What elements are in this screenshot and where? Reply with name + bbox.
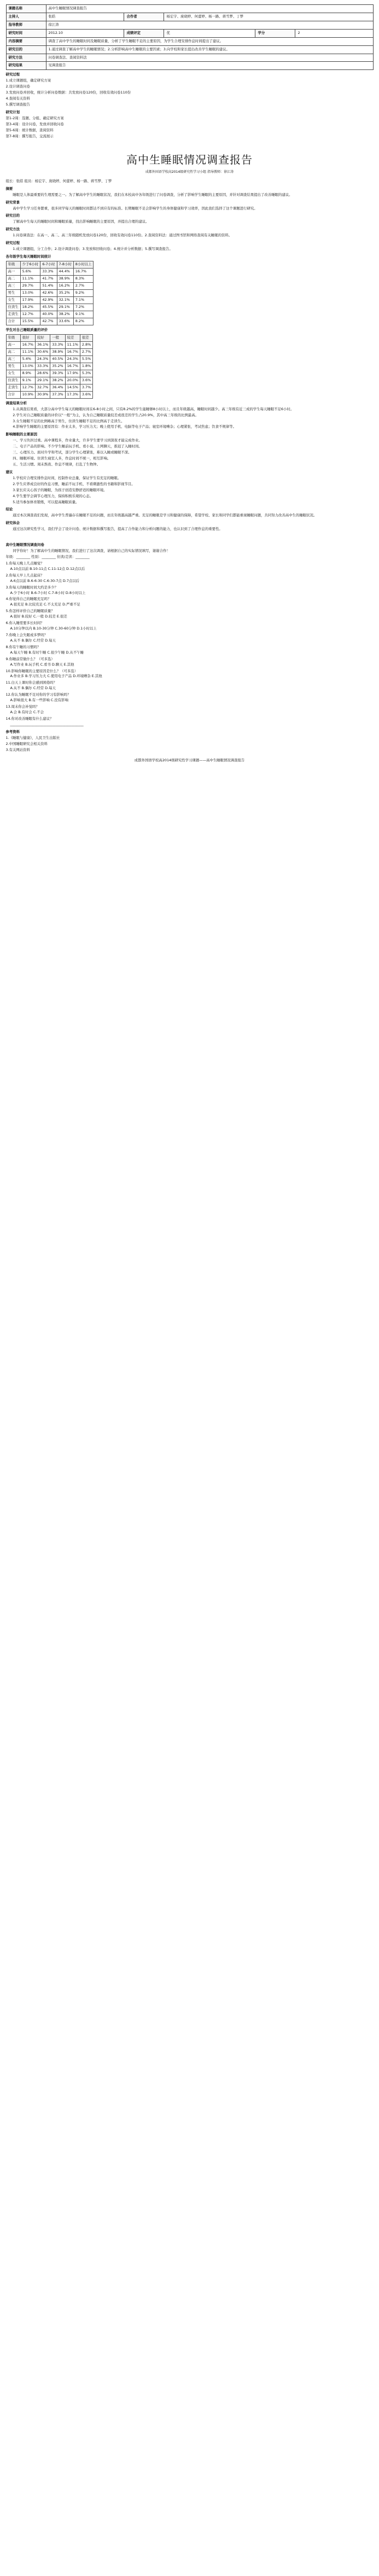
table-cell: 32.1% [57,296,73,304]
table-cell: 16.7% [73,268,94,275]
table-cell: 高一 [6,341,20,348]
table-cell: 35.2% [57,289,73,296]
form-value: 2 [295,29,373,37]
table-cell: 28.6% [35,370,50,377]
table-cell: 36.4% [50,384,65,391]
table-cell: 51.4% [40,282,57,289]
form-value: 优 [164,29,255,37]
form-row [6,21,373,29]
form-label: 学分 [255,29,295,37]
sleep-quality-table [6,334,94,399]
table-cell: 44.4% [57,268,73,275]
table-cell: 40.0% [40,311,57,318]
list-item: 2.设计调查问卷 [5,84,30,89]
table-cell: 5.4% [20,355,35,363]
form-value: 2012.10 [46,29,124,37]
table-cell: 45.5% [40,304,57,311]
section-heading: 参考资料 [5,729,20,734]
table-cell: 15.5% [20,318,40,325]
analysis-paragraph: 1.从调查结果看，大部分高中学生每天的睡眠时间在6-8小时之间，只有8.2%的学生能睡够8小时以上，而且年级越高，睡眠时间越少。高三年级有近三成的学生每天睡眠不足6小时。 [13,406,294,411]
column-header: 6-7小时 [40,261,57,268]
table-row [6,318,94,325]
question-list [6,561,374,727]
table-cell: 42.6% [40,289,57,296]
table-cell: 16.7% [65,348,80,355]
table-cell: 36.1% [35,341,50,348]
section-heading: 研究目的 [5,213,20,218]
column-header: 一般 [50,334,65,341]
form-row [6,29,373,37]
table-cell: 29.7% [20,282,40,289]
page-footer: 成都外国语学校高2014级研究性学习课题——高中生睡眠情况调查报告 [134,758,245,763]
section-heading: 调查结果分析 [5,400,27,405]
question-options: A.10分钟以内 B.10-30分钟 C.30-60分钟 D.1小时以上 [10,626,97,631]
table-cell: 42.9% [40,296,57,304]
list-item: 5.撰写调查报告 [5,102,30,107]
table-cell: 16.7% [20,341,35,348]
list-item: 第5-6周：统计数据，查阅资料 [5,127,54,132]
table-cell: 12.7% [20,311,40,318]
table-cell: 8.9% [20,370,35,377]
table-cell: 13.0% [20,289,40,296]
questionnaire-title: 高中生睡眠情况调查问卷 [5,543,44,547]
table-cell: 41.7% [40,275,57,282]
table-cell: 33.3% [50,341,65,348]
question: 11.白天上课时你会感到困倦吗？ [5,680,57,685]
analysis-paragraph: 3.女生睡眠不足的比例略高于男生，住读生睡眠不足的比例高于走读生。 [13,418,125,423]
suggestion-item: 3.家长应关心孩子的睡眠，为孩子创造安静舒适的睡眠环境。 [13,487,107,492]
report-title: 高中生睡眠情况调查报告 [126,153,253,166]
table-cell: 17.9% [20,296,40,304]
table-caption: 各年级学生每天睡眠时间统计 [5,254,51,259]
table-cell: 13.0% [20,363,35,370]
table-cell: 女生 [6,370,20,377]
table-cell: 合计 [6,391,20,398]
question: 3.你每天的睡眠时间大约是多少？ [5,585,59,590]
reason-item: 四、睡眠环境。住读生寝室人多，作息时间不统一，相互影响。 [13,456,111,461]
table-row [6,355,93,363]
form-row [6,45,373,54]
question: 7.你晚上会失眠或多梦吗？ [5,632,48,637]
table-row [6,275,94,282]
form-row [6,13,373,21]
table-cell: 40.5% [50,355,65,363]
table-cell: 32.7% [35,384,50,391]
reason-item: 五、生活习惯。周末熬夜、作息不规律，打乱了生物钟。 [13,462,101,467]
table-row [6,304,94,311]
table-cell: 高三 [6,282,20,289]
table-cell: 9.1% [20,377,35,384]
table-cell: 20.0% [65,377,80,384]
section-text: 了解高中生每天的睡眠时间和睡眠质量，找出影响睡眠的主要原因，并提出合理的建议。 [13,219,149,224]
table-cell: 7.1% [73,296,94,304]
column-header: 年级 [6,261,20,268]
table-cell: 11.1% [20,275,40,282]
table-row [6,341,93,348]
column-header: 7-8小时 [57,261,73,268]
table-cell: 2.7% [73,282,94,289]
section-text: 1.问卷调查法：在高一、高二、高三年级随机发放问卷120份，回收有效问卷110份。2.查阅资料法：通过图书馆和网络查阅有关睡眠的资料。 [13,233,232,238]
table-row [6,384,93,391]
table-cell: 33.3% [35,363,50,370]
section-text: 高中学生学习任务繁重，很多同学每天的睡眠时间都达不到应有的标准。长期睡眠不足会影响学生的身体健康和学习效率，因此我们选择了这个课题进行研究。 [13,206,258,211]
column-header: 很差 [80,334,92,341]
table-row [6,391,93,398]
question-options: A.6点以前 B.6-6:30 C.6:30-7点 D.7点以后 [10,578,80,583]
table-cell: 30.9% [35,391,50,398]
question-options: A.每天午睡 B.有时午睡 C.很少午睡 D.从不午睡 [10,650,84,655]
column-header: 较差 [65,334,80,341]
table-cell: 2.7% [80,348,92,355]
form-label: 研究方法 [6,54,46,62]
list-item: 第3-4周：设计问卷，发放并回收问卷 [5,121,64,126]
question: 4.你觉得自己的睡眠充足吗？ [5,597,51,602]
questionnaire-basic-info: 年级：________ 性别：________ 住读/走读：________ [5,555,90,559]
form-value: 调查了高中学生的睡眠时间及睡眠质量，分析了学生睡眠不足的主要原因，为学生合理安排作息时间提出了建议。 [46,37,373,45]
list-item: 3.发放问卷并回收，统计分析问卷数据：共发放问卷120份，回收有效问卷110份 [5,90,131,95]
page [6,0,374,769]
section-text: 1.成立课题组，分工合作；2.设计调查问卷；3.发放和回收问卷；4.统计并分析数据；5.撰写调查报告。 [13,247,173,252]
question: 12.你认为睡眠不足对你的学习有影响吗？ [5,692,71,697]
table-row [6,282,94,289]
question-options: A.从不 B.偶尔 C.经常 D.每天 [10,686,56,691]
column-header: 年级 [6,334,20,341]
table-cell: 7.2% [73,304,94,311]
table-cell: 5.5% [80,355,92,363]
analysis-paragraph: 2.学生对自己睡眠质量的评价以“一般”为主，认为自己睡眠质量较差或很差的学生占20.9%，其中高三年级的比例最高。 [13,412,199,417]
section-heading: 研究体会 [5,521,20,526]
table-cell: 3.6% [80,391,92,398]
questionnaire-intro: 同学你好！为了解高中生的睡眠情况，我们进行了这次调查，请根据自己的实际情况填写，谢谢合作！ [13,549,170,553]
table-row [6,363,93,370]
table-row [6,370,93,377]
section-heading: 影响睡眠的主要原因 [5,432,38,437]
table-cell: 16.2% [57,282,73,289]
table-cell: 10.9% [20,391,35,398]
section-heading: 研究背景 [5,200,20,205]
section-heading: 研究方法 [5,227,20,232]
table-cell: 住读生 [6,377,20,384]
question: 9.你睡前常做什么？（可多选） [5,656,55,661]
table-cell: 8.2% [73,318,94,325]
table-cell: 高二 [6,348,20,355]
reason-item: 一、学习负担过重。高中课程多，作业量大，许多学生要学习到深夜才能完成作业。 [13,438,142,443]
question: 10.影响你睡眠的主要原因是什么？（可多选） [5,668,78,673]
form-value: 见调查报告 [46,62,373,70]
table-cell: 8.3% [73,275,94,282]
table-cell: 38.9% [57,275,73,282]
form-label: 研究结果 [6,62,46,70]
question-options: A.写作业 B.玩手机 C.看书 D.聊天 E.其他 [10,662,74,667]
table-cell: 高一 [6,268,20,275]
list-item: 第1-2周：选题、分组、确定研究方案 [5,115,64,120]
table-cell: 12.7% [20,384,35,391]
abstract-text: 睡眠是人体最重要的生理需要之一。为了解高中学生的睡眠状况，我们在本校高中各年级进行了问卷调查，分析了影响学生睡眠的主要原因，并针对调查结果提出了改善睡眠的建议。 [13,192,293,197]
form-value: 问卷调查法、查阅资料法 [46,54,373,62]
question: 14.你对改善睡眠有什么建议？ [5,716,54,721]
table-cell: 17.9% [65,370,80,377]
table-cell: 住读生 [6,304,20,311]
form-value: 高中生睡眠情况调查报告 [46,5,373,13]
table-cell: 14.5% [65,384,80,391]
list-item: 第7-8周：撰写报告，交流展示 [5,133,54,138]
form-value: 杨宏宇、庞晓婷、何蕾婷、杨一路、蒋雪梦、丁梦 [164,13,373,21]
question: 2.你每天早上几点起床？ [5,573,44,578]
table-cell: 5.3% [80,370,92,377]
reason-item: 三、心理压力。面对升学和考试，部分学生心理紧张，难以入睡或睡眠不深。 [13,450,132,455]
question-options: A.很好 B.较好 C.一般 D.较差 E.很差 [10,614,67,619]
project-form-table [6,4,374,70]
conclusion-text: 通过本次调查我们发现，高中学生普遍存在睡眠不足的问题，而且年级越高越严重。充足的睡眠是学习和健康的保障，希望学校、家长和同学们都能重视睡眠问题，共同努力改善高中生的睡眠状况。 [13,513,317,518]
form-label: 内容摘要 [6,37,46,45]
table-cell: 走读生 [6,384,20,391]
suggestion-item: 1.学校应合理安排作息时间，控制作业总量，保证学生有充足的睡眠。 [13,475,121,480]
form-value: 1.通过调查了解高中学生的睡眠情况；2.分析影响高中生睡眠的主要因素；3.向学校和家长提出改善学生睡眠的建议。 [46,45,373,54]
form-value: 徐江涛 [46,21,373,29]
reference-item: 3.有关网站资料 [5,747,30,752]
table-cell: 11.1% [65,341,80,348]
table-cell: 42.7% [40,318,57,325]
section-heading: 研究过程 [5,72,20,77]
column-header: 少于6小时 [20,261,40,268]
form-label: 课题名称 [6,5,46,13]
form-row [6,62,373,70]
table-cell: 走读生 [6,311,20,318]
column-header: 很好 [20,334,35,341]
analysis-paragraph: 4.影响学生睡眠的主要原因有：作业太多，学习压力大；晚上使用手机、电脑等电子产品；寝室环境嘈杂；心理紧张，考试焦虑；饮食不规律等。 [13,424,237,429]
table-cell: 38.2% [57,311,73,318]
form-value: 张皓 [46,13,124,21]
table-cell: 9.2% [73,289,94,296]
table-cell: 35.2% [50,363,65,370]
column-header: 8小时以上 [73,261,94,268]
table-cell: 24.3% [65,355,80,363]
question: 6.你入睡需要多长时间？ [5,621,44,626]
list-item: 4.查阅有关资料 [5,96,30,101]
question-options: A.很充足 B.比较充足 C.不太充足 D.严重不足 [10,602,80,607]
form-label: 研究目的 [6,45,46,54]
table-header-row [6,261,94,268]
table-cell: 18.2% [20,304,40,311]
form-label: 研究时间 [6,29,46,37]
table-header-row [6,334,93,341]
table-cell: 高三 [6,355,20,363]
question: 13.周末你会补觉吗？ [5,704,39,709]
table-cell: 38.9% [50,348,65,355]
reflection-text: 通过这次研究性学习，我们学会了设计问卷、统计数据和撰写报告，提高了合作能力和分析问题的能力，也认识到了合理作息的重要性。 [13,527,223,532]
table-cell: 3.7% [80,384,92,391]
table-cell: 女生 [6,296,20,304]
form-row [6,54,373,62]
suggestion-item: 5.适当参加体育锻炼，可以提高睡眠质量。 [13,499,79,504]
table-cell: 男生 [6,363,20,370]
table-cell: 24.3% [35,355,50,363]
column-header: 较好 [35,334,50,341]
table-cell: 29.1% [35,377,50,384]
table-row [6,268,94,275]
table-row [6,296,94,304]
section-heading: 研究计划 [5,109,20,114]
table-cell: 17.3% [65,391,80,398]
table-cell: 16.7% [65,363,80,370]
section-heading: 建议 [5,469,13,474]
table-cell: 高二 [6,275,20,282]
question: 8.你有午睡的习惯吗？ [5,644,41,649]
section-heading: 结论 [5,507,13,512]
question-options: __________________________________________ [10,721,84,726]
question-options: A.会 B.有时会 C.不会 [10,709,44,714]
question: 1.你每天晚上几点睡觉？ [5,561,44,566]
table-caption: 学生对自己睡眠质量的评价 [5,327,48,332]
table-row [6,289,94,296]
reference-item: 1.《睡眠与健康》，人民卫生出版社 [5,735,60,740]
table-cell: 合计 [6,318,20,325]
table-row [6,348,93,355]
question-options: A.10点以前 B.10-11点 C.11-12点 D.12点以后 [10,566,85,571]
question-options: A.影响很大 B.有一些影响 C.没有影响 [10,698,68,703]
intro-section [6,72,374,139]
form-row [6,37,373,45]
table-cell: 29.1% [57,304,73,311]
report-subtitle: 成都外国语学校高2014级研究性学习小组 指导教师：徐江涛 [145,170,234,174]
table-cell: 5.6% [20,268,40,275]
table-cell: 39.3% [50,370,65,377]
section-heading: 研究过程 [5,241,20,246]
abstract-label: 摘要 [5,186,13,191]
table-row [6,377,93,384]
suggestion-item: 2.学生应养成良好的作息习惯，睡前不玩手机、不看刺激性的书籍和影视节目。 [13,481,135,486]
report-authors: 组长：张皓 组员：杨宏宇、庞晓婷、何蕾婷、杨一路、蒋雪梦、丁梦 [5,178,112,183]
reference-item: 2.中国睡眠研究会相关资料 [5,741,48,746]
sleep-duration-table [6,261,94,325]
form-row [6,5,373,13]
table-row [6,311,94,318]
question: 5.你怎样评价自己的睡眠质量？ [5,609,55,614]
question-options: A.从不 B.偶尔 C.经常 D.每天 [10,638,56,643]
table-cell: 男生 [6,289,20,296]
table-cell: 37.3% [50,391,65,398]
table-cell: 1.8% [80,363,92,370]
table-cell: 11.1% [20,348,35,355]
form-label: 主持人 [6,13,46,21]
table-cell: 33.3% [40,268,57,275]
table-cell: 38.2% [50,377,65,384]
question-options: A.少于6小时 B.6-7小时 C.7-8小时 D.8小时以上 [10,590,86,595]
table-cell: 9.1% [73,311,94,318]
form-label: 合作者 [124,13,164,21]
form-label: 指导教师 [6,21,46,29]
table-cell: 33.6% [57,318,73,325]
table-cell: 3.6% [80,377,92,384]
table-cell: 2.8% [80,341,92,348]
reason-item: 二、电子产品的影响。不少学生睡前玩手机、看小说、上网聊天，推迟了入睡时间。 [13,444,142,449]
question-options: A.作业多 B.学习压力大 C.使用电子产品 D.环境嘈杂 E.其他 [10,674,102,679]
form-label: 成绩评定 [124,29,164,37]
suggestion-item: 4.学生要学会调节心理压力，保持积极乐观的心态。 [13,493,93,498]
table-cell: 30.6% [35,348,50,355]
list-item: 1.成立课题组，确定研究方案 [5,78,51,83]
